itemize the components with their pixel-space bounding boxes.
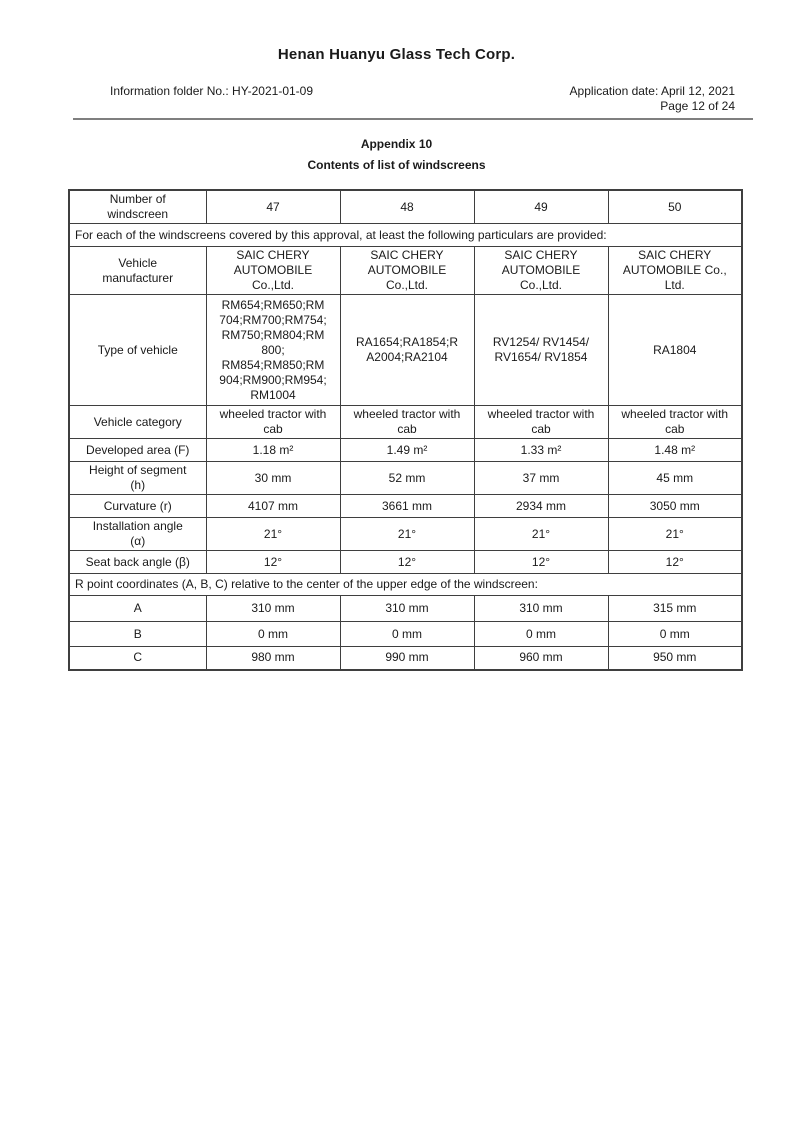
table-row-installation-angle xyxy=(69,518,742,551)
row-label: A xyxy=(69,596,206,622)
cell-value: 0 mm xyxy=(474,622,608,647)
cell-value: RM654;RM650;RM 704;RM700;RM754; RM750;RM804;RM 800; RM854;RM850;RM 904;RM900;RM954; RM1004 xyxy=(206,295,340,406)
table-row-vehicle-manufacturer xyxy=(69,247,742,295)
cell-value: 47 xyxy=(206,190,340,224)
cell-value: 21° xyxy=(206,518,340,551)
cell-value: 315 mm xyxy=(608,596,742,622)
table-row-number-of-windscreen xyxy=(69,190,742,224)
cell-value: 950 mm xyxy=(608,647,742,670)
table-row-coordinate-c xyxy=(69,647,742,670)
table-row-coordinate-b xyxy=(69,622,742,647)
info-folder-number: Information folder No.: HY-2021-01-09 xyxy=(110,84,314,98)
row-label: Vehicle category xyxy=(69,406,206,439)
cell-value: 1.33 m² xyxy=(474,439,608,462)
cell-value: 45 mm xyxy=(608,462,742,495)
cell-value: 48 xyxy=(340,190,474,224)
cell-value: SAIC CHERY AUTOMOBILE Co., Ltd. xyxy=(608,247,742,295)
cell-value: 2934 mm xyxy=(474,495,608,518)
table-row-height-of-segment xyxy=(69,462,742,495)
cell-value: 310 mm xyxy=(206,596,340,622)
table-row-seat-back-angle xyxy=(69,551,742,574)
cell-value: 21° xyxy=(340,518,474,551)
cell-value: SAIC CHERY AUTOMOBILE Co.,Ltd. xyxy=(206,247,340,295)
cell-value: 12° xyxy=(474,551,608,574)
table-row-type-of-vehicle xyxy=(69,295,742,406)
cell-value: 0 mm xyxy=(340,622,474,647)
cell-value: SAIC CHERY AUTOMOBILE Co.,Ltd. xyxy=(340,247,474,295)
row-label: Vehicle manufacturer xyxy=(69,247,206,295)
table-row-r-point-note xyxy=(69,574,742,596)
cell-value: RV1254/ RV1454/ RV1654/ RV1854 xyxy=(474,295,608,406)
appendix-title: Appendix 10 xyxy=(360,137,433,151)
cell-value: wheeled tractor with cab xyxy=(340,406,474,439)
cell-value: RA1654;RA1854;R A2004;RA2104 xyxy=(340,295,474,406)
row-label: Type of vehicle xyxy=(69,295,206,406)
cell-value: 1.48 m² xyxy=(608,439,742,462)
row-label: C xyxy=(69,647,206,670)
cell-value: wheeled tractor with cab xyxy=(206,406,340,439)
cell-value: 30 mm xyxy=(206,462,340,495)
cell-value: 990 mm xyxy=(340,647,474,670)
appendix-subtitle: Contents of list of windscreens xyxy=(307,158,486,172)
meta-right-block xyxy=(570,84,735,114)
row-label: B xyxy=(69,622,206,647)
cell-value: SAIC CHERY AUTOMOBILE Co.,Ltd. xyxy=(474,247,608,295)
page-number: Page 12 of 24 xyxy=(660,99,735,113)
cell-value: 310 mm xyxy=(340,596,474,622)
cell-value: 0 mm xyxy=(206,622,340,647)
table-row-coordinate-a xyxy=(69,596,742,622)
cell-value: 960 mm xyxy=(474,647,608,670)
row-label: Height of segment (h) xyxy=(69,462,206,495)
cell-value: 980 mm xyxy=(206,647,340,670)
r-point-note: R point coordinates (A, B, C) relative to the center of the upper edge of the windscreen: xyxy=(69,574,742,596)
application-date: Application date: April 12, 2021 xyxy=(569,84,735,98)
cell-value: 4107 mm xyxy=(206,495,340,518)
row-label: Developed area (F) xyxy=(69,439,206,462)
row-label: Number of windscreen xyxy=(69,190,206,224)
table-row-developed-area xyxy=(69,439,742,462)
cell-value: 1.49 m² xyxy=(340,439,474,462)
cell-value: RA1804 xyxy=(608,295,742,406)
cell-value: 0 mm xyxy=(608,622,742,647)
table-note: For each of the windscreens covered by this approval, at least the following particulars are provided: xyxy=(69,224,742,247)
cell-value: 12° xyxy=(340,551,474,574)
cell-value: 1.18 m² xyxy=(206,439,340,462)
cell-value: 50 xyxy=(608,190,742,224)
cell-value: wheeled tractor with cab xyxy=(608,406,742,439)
cell-value: wheeled tractor with cab xyxy=(474,406,608,439)
cell-value: 310 mm xyxy=(474,596,608,622)
cell-value: 37 mm xyxy=(474,462,608,495)
table-row-note xyxy=(69,224,742,247)
cell-value: 3050 mm xyxy=(608,495,742,518)
row-label: Curvature (r) xyxy=(69,495,206,518)
cell-value: 49 xyxy=(474,190,608,224)
table-row-vehicle-category xyxy=(69,406,742,439)
cell-value: 3661 mm xyxy=(340,495,474,518)
table-row-curvature xyxy=(69,495,742,518)
cell-value: 12° xyxy=(608,551,742,574)
windscreen-table xyxy=(68,189,743,671)
document-meta xyxy=(110,84,735,114)
header-rule xyxy=(73,118,753,120)
cell-value: 21° xyxy=(474,518,608,551)
cell-value: 52 mm xyxy=(340,462,474,495)
cell-value: 21° xyxy=(608,518,742,551)
row-label: Seat back angle (β) xyxy=(69,551,206,574)
cell-value: 12° xyxy=(206,551,340,574)
company-title: Henan Huanyu Glass Tech Corp. xyxy=(277,46,516,63)
row-label: Installation angle (α) xyxy=(69,518,206,551)
